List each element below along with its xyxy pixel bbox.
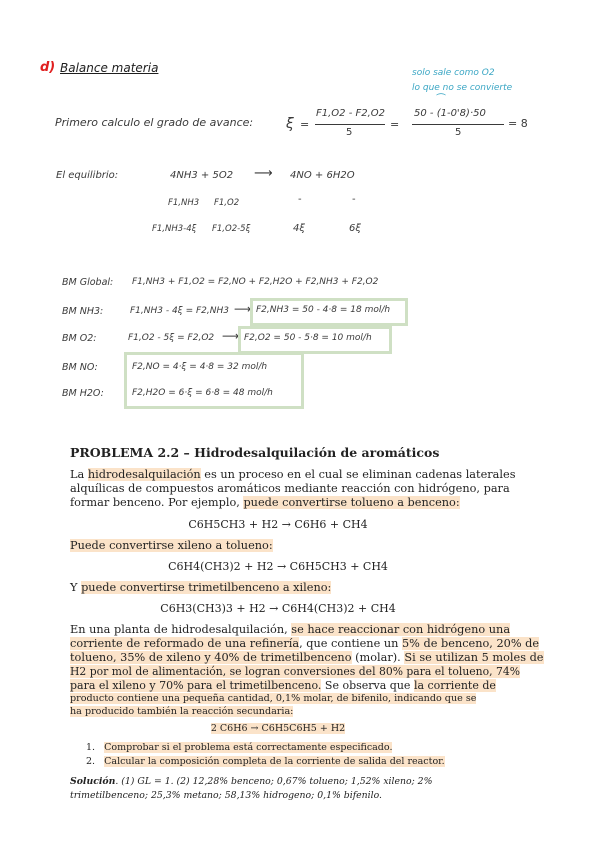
bm-h2o-result: F2,H2O = 6·ξ = 6·8 = 48 mol/h [132,388,273,398]
reaction-3: C6H3(CH3)3 + H2 → C6H4(CH3)2 + CH4 [160,602,396,615]
highlight-run: tolueno, 35% de xileno y 40% de trimetilbenceno [70,651,352,664]
problem-p4-line4 [70,665,520,678]
side-note-1: solo sale como O2 [412,68,495,78]
bm-nh3-label: BM NH3: [62,306,104,317]
row1-o2: F1,O2 [214,198,240,208]
problem-p4-line5 [70,679,496,692]
problem-p4-line1 [70,623,510,636]
eq-sign-1: = [300,118,310,131]
solution-line2: trimetilbenceno; 25,3% metano; 58,13% hidrogeno; 0,1% bifenilo. [70,790,382,801]
reaction-4 [70,723,486,734]
avance-label: Primero calculo el grado de avance: [55,116,254,129]
row2-nh3: F1,NH3-4ξ [152,224,197,234]
side-note-2: lo que no se convierte [412,83,513,93]
bm-no-result: F2,NO = 4·ξ = 4·8 = 32 mol/h [132,362,268,372]
bm-global-eq: F1,NH3 + F1,O2 = F2,NO + F2,H2O + F2,NH3 + F2,O2 [132,277,379,287]
eq-reactants: 4NH3 + 5O2 [170,170,234,181]
bm-nh3-arrow: ⟶ [234,302,252,316]
text-run: es un proceso en el cual se eliminan cadenas laterales [200,468,516,481]
bm-o2-label: BM O2: [62,333,97,344]
problem-p2 [70,539,273,552]
avance-result: = 8 [508,117,528,130]
frac2-bar [412,124,504,125]
side-note-brace: ⏜ [436,94,446,105]
problem-title: PROBLEMA 2.2 – Hidrodesalquilación de aromáticos [70,445,440,460]
bm-o2-arrow: ⟶ [222,329,240,343]
problem-p4-line3 [70,651,544,664]
question-number: 1. [86,742,96,753]
bm-h2o-label: BM H2O: [62,388,104,399]
question-1 [86,742,392,753]
eq-products: 4NO + 6H2O [290,170,355,181]
problem-p4-line7 [70,706,293,717]
highlight-run: la corriente de [413,679,496,692]
bm-global-label: BM Global: [62,277,114,288]
problem-p1-line3 [70,496,460,509]
question-number: 2. [86,756,96,767]
problem-p4-line2 [70,637,539,650]
text-run: En una planta de hidrodesalquilación, [70,623,292,636]
highlight-run: 2 C6H6 → C6H5C6H5 + H2 [210,723,346,734]
highlight-run: puede convertirse tolueno a benceno: [243,496,460,509]
solution-line1 [70,776,432,787]
bm-o2-eq: F1,O2 - 5ξ = F2,O2 [128,333,215,343]
frac1-bar [315,124,385,125]
row1-h2o: - [352,194,356,205]
bm-nh3-result: F2,NH3 = 50 - 4·8 = 18 mol/h [256,305,391,315]
row2-h2o: 6ξ [349,223,361,234]
highlight-run: corriente de reformado de una refinería [70,637,300,650]
text-run: Se observa que [321,679,414,692]
highlight-run: ha producido también la reacción secundaria: [70,706,294,717]
row2-o2: F1,O2-5ξ [212,224,251,234]
highlight-run: Si se utilizan 5 moles de [404,651,544,664]
solution-label: Solución [70,776,116,787]
frac2-num: 50 - (1-0'8)·50 [414,108,486,119]
eq-arrow: ⟶ [254,166,273,181]
highlight-run: para el xileno y 70% para el trimetilbenceno. [70,679,322,692]
heading-letter: d) [40,60,56,75]
row1-no: - [298,194,302,205]
highlight-run: Puede convertirse xileno a tolueno: [70,539,273,552]
highlight-run: Comprobar si el problema está correctamente especificado. [104,742,393,753]
problem-p1-line2: alquílicas de compuestos aromáticos mediante reacción con hidrógeno, para [70,482,510,495]
eq-sign-2: = [390,118,400,131]
text-run: Y [70,581,82,594]
reaction-1: C6H5CH3 + H2 → C6H6 + CH4 [188,518,368,531]
highlight-run: H2 por mol de alimentación, se logran conversiones del 80% para el tolueno, 74% [70,665,520,678]
text-run: formar benceno. Por ejemplo, [70,496,244,509]
text-run: La [70,468,88,481]
highlight-run: hidrodesalquilación [87,468,201,481]
highlight-run: Calcular la composición completa de la corriente de salida del reactor. [104,756,445,767]
frac1-den: 5 [346,127,353,138]
highlight-run: 5% de benceno, 20% de [402,637,540,650]
reaction-2: C6H4(CH3)2 + H2 → C6H5CH3 + CH4 [168,560,388,573]
bm-nh3-eq: F1,NH3 - 4ξ = F2,NH3 [130,306,229,316]
equilibrio-label: El equilibrio: [56,170,119,181]
frac1-num: F1,O2 - F2,O2 [316,108,386,119]
text-run: (molar). [351,651,405,664]
problem-p4-line6 [70,693,476,704]
bm-o2-result: F2,O2 = 50 - 5·8 = 10 mol/h [244,333,372,343]
frac2-den: 5 [455,127,462,138]
bm-no-label: BM NO: [62,362,98,373]
row2-no: 4ξ [293,223,305,234]
highlight-run: puede convertirse trimetilbenceno a xileno: [81,581,332,594]
highlight-run: producto contiene una pequeña cantidad, 0,1% molar, de bifenilo, indicando que se [70,693,477,704]
xi-symbol: ξ [286,116,294,132]
question-2 [86,756,445,767]
highlight-run: se hace reaccionar con hidrógeno una [291,623,511,636]
text-run: . (1) GL = 1. (2) 12,28% benceno; 0,67% tolueno; 1,52% xileno; 2% [115,776,433,787]
bm-no-h2o-box [124,352,304,409]
heading-text: Balance materia [60,61,159,75]
problem-p3 [70,581,331,594]
problem-p1-line1 [70,468,516,481]
text-run: , que contiene un [299,637,402,650]
row1-nh3: F1,NH3 [168,198,200,208]
